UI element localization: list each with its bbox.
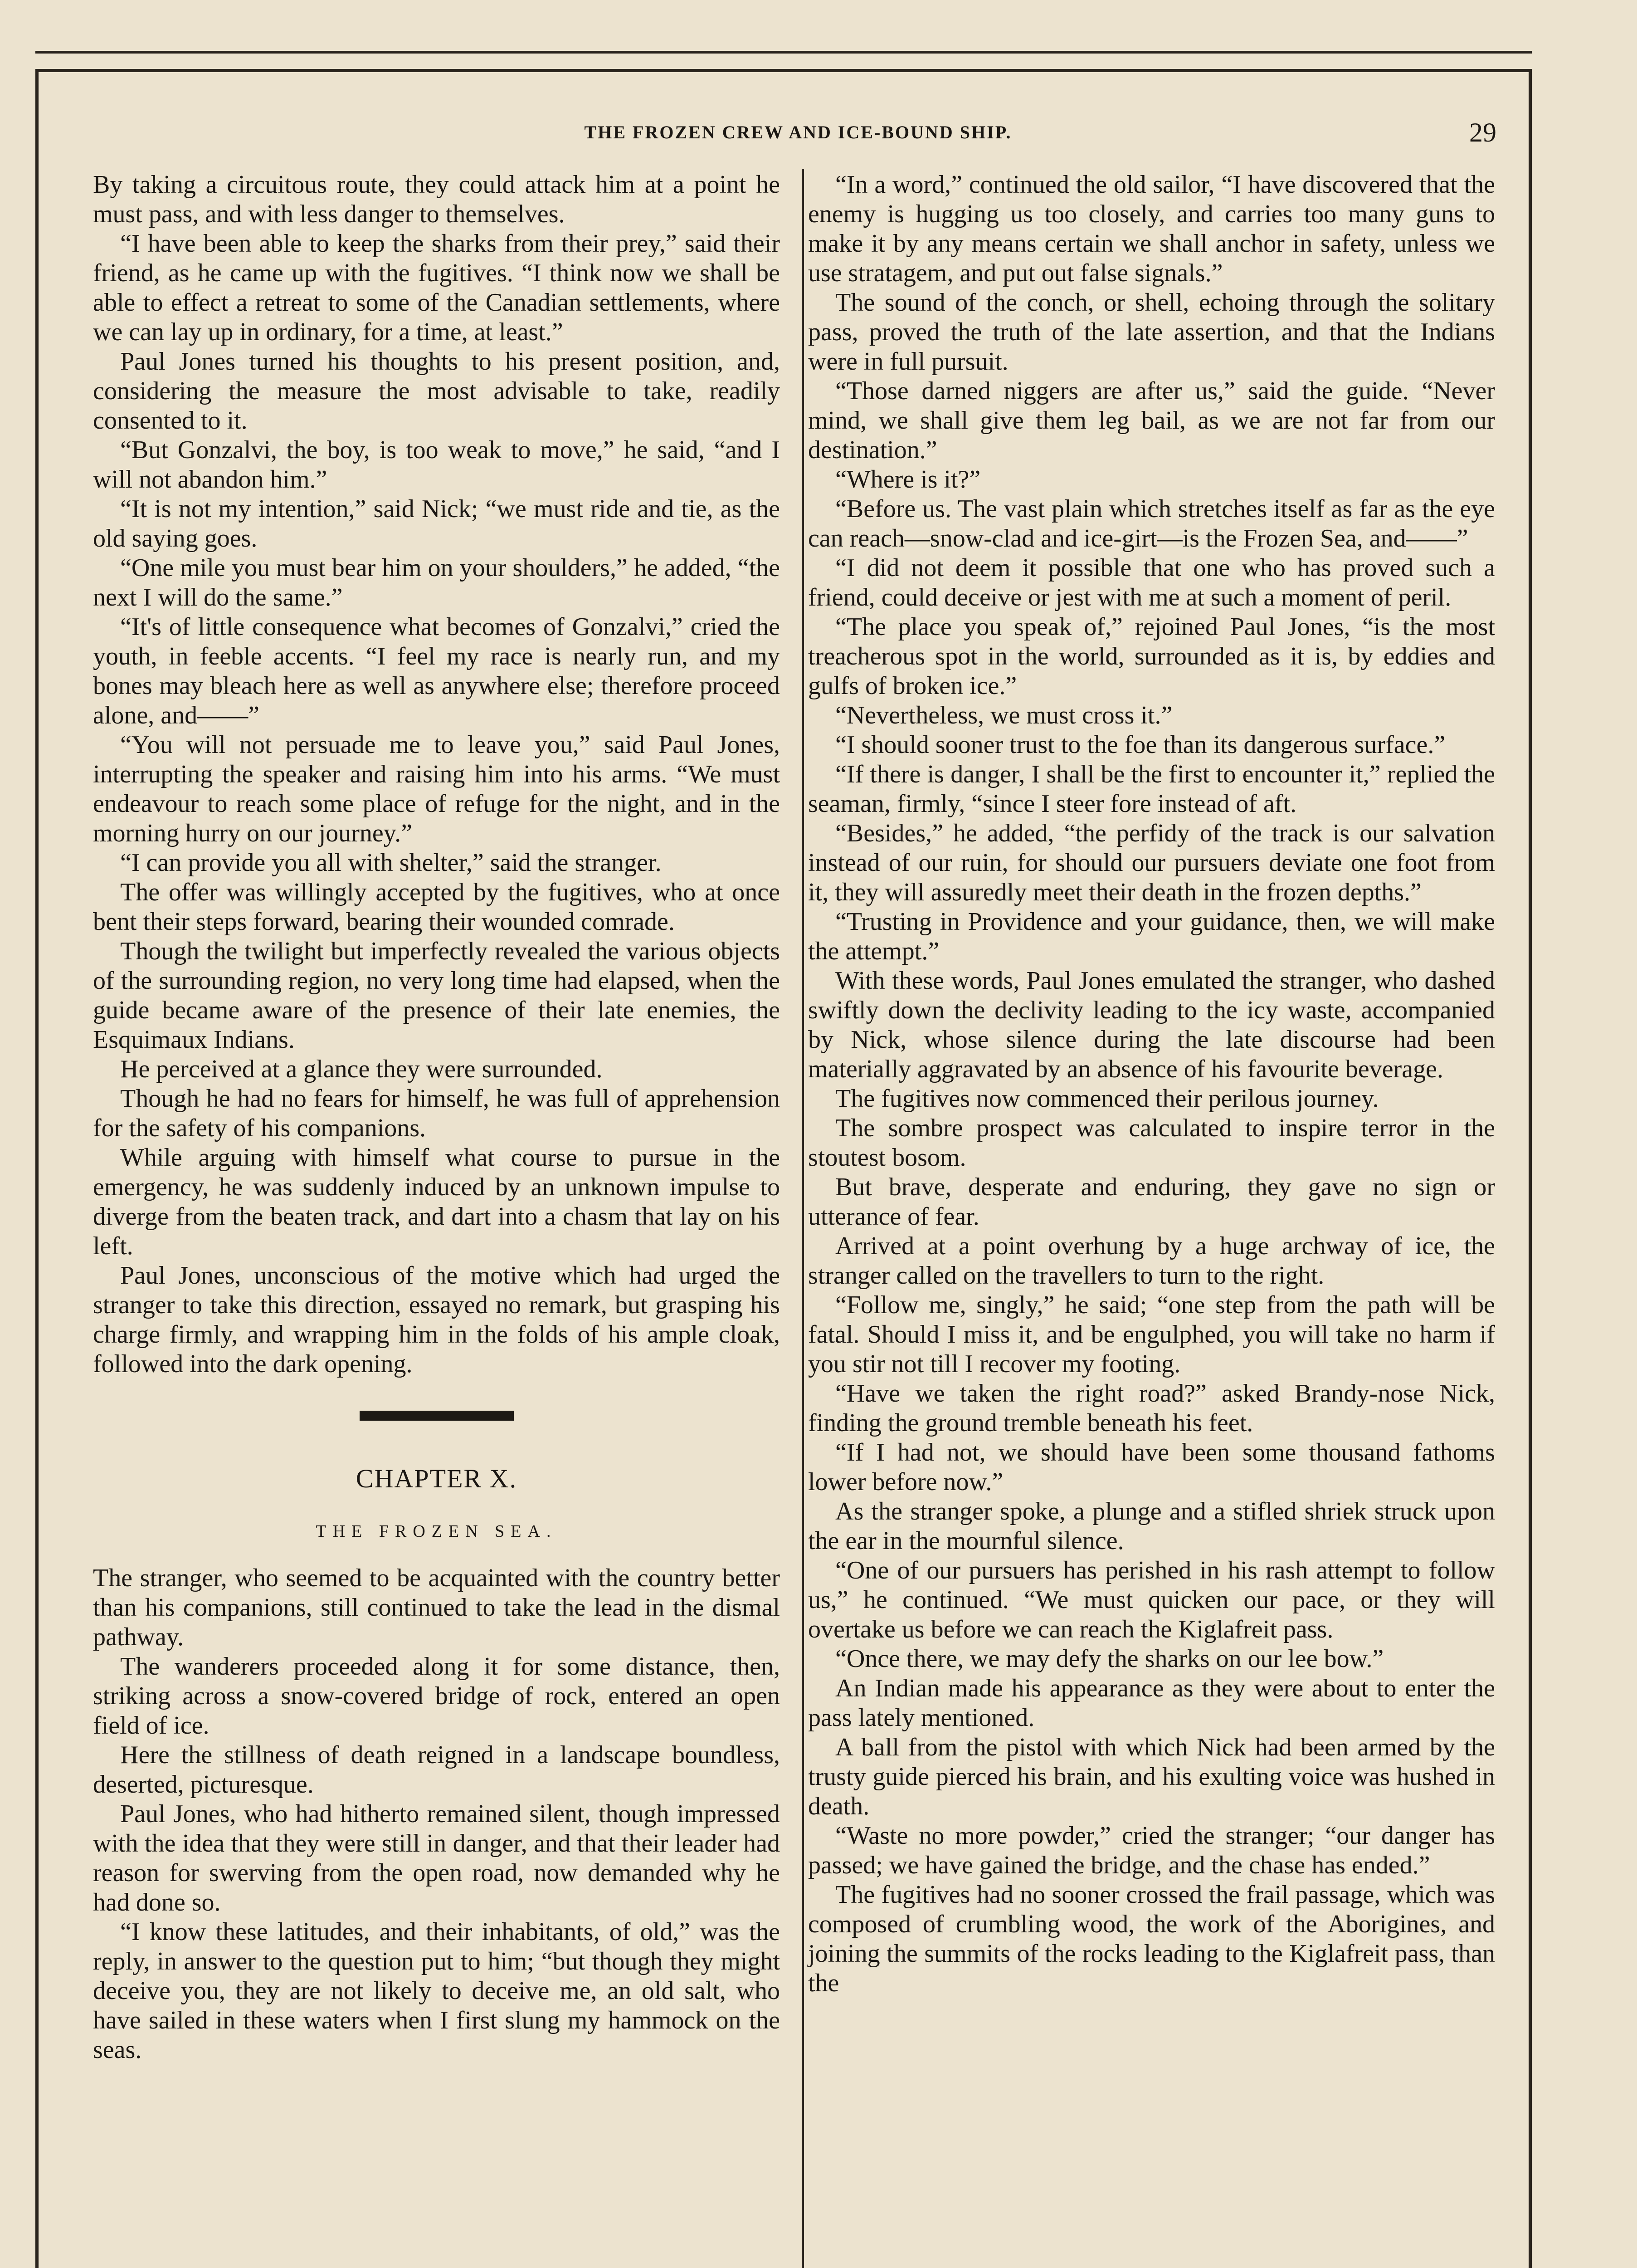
paragraph: “It is not my intention,” said Nick; “we must ride and tie, as the old saying goes. — [93, 495, 780, 552]
paragraph: “Have we taken the right road?” asked Brandy-nose Nick, finding the ground tremble beneath his feet. — [808, 1379, 1495, 1437]
paragraph: But brave, desperate and enduring, they gave no sign or utterance of fear. — [808, 1173, 1495, 1231]
paragraph: An Indian made his appearance as they were about to enter the pass lately mentioned. — [808, 1674, 1495, 1732]
chapter-heading: CHAPTER X. — [356, 1464, 517, 1493]
paragraph: “The place you speak of,” rejoined Paul Jones, “is the most treacherous spot in the world, surrounded as it is, by eddies and gulfs of broken ice.” — [808, 613, 1495, 700]
paragraph: As the stranger spoke, a plunge and a stifled shriek struck upon the ear in the mournful silence. — [808, 1497, 1495, 1555]
paragraph: “I know these latitudes, and their inhabitants, of old,” was the reply, in answer to the question put to him; “but though they might deceive you, they are not likely to deceive me, an old salt, who have sailed in these waters when I first slung my hammock on the seas. — [93, 1918, 780, 2064]
page-number: 29 — [1469, 117, 1496, 147]
paragraph: The wanderers proceeded along it for some distance, then, striking across a snow-covered bridge of rock, entered an open field of ice. — [93, 1652, 780, 1740]
paragraph: Though the twilight but imperfectly revealed the various objects of the surrounding region, no very long time had elapsed, when the guide became aware of the presence of their late enemies, the Esquimaux Indians. — [93, 937, 780, 1054]
chapter-divider-rule — [360, 1411, 514, 1421]
paragraph: “One mile you must bear him on your shoulders,” he added, “the next I will do the same.” — [93, 554, 780, 611]
paragraph: The sombre prospect was calculated to inspire terror in the stoutest bosom. — [808, 1114, 1495, 1172]
paragraph: “You will not persuade me to leave you,” said Paul Jones, interrupting the speaker and raising him into his arms. “We must endeavour to reach some place of refuge for the night, and in the morning hurry on our journey.” — [93, 731, 780, 847]
paragraph: The stranger, who seemed to be acquainted with the country better than his companions, still continued to take the lead in the dismal pathway. — [93, 1564, 780, 1651]
paragraph: “If I had not, we should have been some thousand fathoms lower before now.” — [808, 1438, 1495, 1496]
left-column-paragraphs — [93, 170, 780, 1379]
chapter-paragraphs — [93, 1564, 780, 2065]
paragraph: “Waste no more powder,” cried the stranger; “our danger has passed; we have gained the bridge, and the chase has ended.” — [808, 1822, 1495, 1879]
paragraph: “One of our pursuers has perished in his rash attempt to follow us,” he continued. “We must quicken our pace, or they will overtake us before we can reach the Kiglafreit pass. — [808, 1556, 1495, 1643]
chapter-block — [93, 1411, 780, 1546]
left-column — [93, 170, 780, 2065]
paragraph: “In a word,” continued the old sailor, “I have discovered that the enemy is hugging us too closely, and carries too many guns to make it by any means certain we shall anchor in safety, unless we use stratagem, and put out false signals.” — [808, 171, 1495, 287]
paragraph: “Before us. The vast plain which stretches itself as far as the eye can reach—snow-clad and ice-girt—is the Frozen Sea, and——” — [808, 495, 1495, 552]
paragraph: Arrived at a point overhung by a huge archway of ice, the stranger called on the travellers to turn to the right. — [808, 1232, 1495, 1290]
paragraph: Paul Jones, unconscious of the motive which had urged the stranger to take this direction, essayed no remark, but grasping his charge firmly, and wrapping him in the folds of his ample cloak, followed into the dark opening. — [93, 1261, 780, 1378]
paragraph: Here the stillness of death reigned in a landscape boundless, deserted, picturesque. — [93, 1741, 780, 1799]
paragraph: The fugitives had no sooner crossed the frail passage, which was composed of crumbling wood, the work of the Aborigines, and joining the summits of the rocks leading to the Kiglafreit pass, than the — [808, 1881, 1495, 1997]
paragraph: “Once there, we may defy the sharks on our lee bow.” — [835, 1645, 1384, 1673]
paragraph: “Follow me, singly,” he said; “one step from the path will be fatal. Should I miss it, and be engulphed, you will take no harm if you stir not till I recover my footing. — [808, 1291, 1495, 1378]
running-header — [100, 113, 1496, 150]
paragraph: The fugitives now commenced their perilous journey. — [835, 1085, 1379, 1113]
paragraph: The offer was willingly accepted by the fugitives, who at once bent their steps forward, bearing their wounded comrade. — [93, 878, 780, 936]
paragraph: While arguing with himself what course to pursue in the emergency, he was suddenly induced by an unknown impulse to diverge from the beaten track, and dart into a chasm that lay on his left. — [93, 1144, 780, 1260]
paragraph: By taking a circuitous route, they could attack him at a point he must pass, and with less danger to themselves. — [93, 171, 780, 228]
right-column-paragraphs — [808, 170, 1495, 1998]
right-column — [808, 170, 1495, 1998]
top-border-rule — [35, 51, 1532, 54]
paragraph: “Where is it?” — [835, 465, 981, 494]
paragraph: With these words, Paul Jones emulated the stranger, who dashed swiftly down the declivity leading to the icy waste, accompanied by Nick, whose silence during the late discourse had been materially aggravated by an absence of his favourite beverage. — [808, 967, 1495, 1083]
paragraph: Paul Jones, who had hitherto remained silent, though impressed with the idea that they were still in danger, and that their leader had reason for swerving from the open road, now demanded why he had done so. — [93, 1800, 780, 1916]
paragraph: Though he had no fears for himself, he was full of apprehension for the safety of his companions. — [93, 1085, 780, 1142]
running-title: THE FROZEN CREW AND ICE-BOUND SHIP. — [584, 122, 1012, 142]
paragraph: “It's of little consequence what becomes of Gonzalvi,” cried the youth, in feeble accents. “I feel my race is nearly run, and my bones may bleach here as well as anywhere else; therefore proceed alone, and——” — [93, 613, 780, 729]
paragraph: A ball from the pistol with which Nick had been armed by the trusty guide pierced his brain, and his exulting voice was hushed in death. — [808, 1733, 1495, 1820]
paragraph: “I did not deem it possible that one who has proved such a friend, could deceive or jest with me at such a moment of peril. — [808, 554, 1495, 611]
paragraph: Paul Jones turned his thoughts to his present position, and, considering the measure the most advisable to take, readily consented to it. — [93, 347, 780, 435]
chapter-subtitle: THE FROZEN SEA. — [316, 1522, 557, 1541]
paragraph: “Besides,” he added, “the perfidy of the track is our salvation instead of our ruin, for should our pursuers deviate one foot from it, they will assuredly meet their death in the frozen depths.” — [808, 819, 1495, 906]
paragraph: “But Gonzalvi, the boy, is too weak to move,” he said, “and I will not abandon him.” — [93, 436, 780, 494]
paragraph: “I have been able to keep the sharks from their prey,” said their friend, as he came up with the fugitives. “I think now we shall be able to effect a retreat to some of the Canadian settlements, where we can lay up in ordinary, for a time, at least.” — [93, 230, 780, 346]
paragraph: “Those darned niggers are after us,” said the guide. “Never mind, we shall give them leg bail, as we are not far from our destination.” — [808, 377, 1495, 464]
paragraph: “If there is danger, I shall be the first to encounter it,” replied the seaman, firmly, “since I steer fore instead of aft. — [808, 760, 1495, 818]
paragraph: “I should sooner trust to the foe than its dangerous surface.” — [835, 731, 1446, 759]
paragraph: He perceived at a glance they were surrounded. — [120, 1055, 603, 1083]
paragraph: “I can provide you all with shelter,” said the stranger. — [120, 849, 662, 877]
column-divider — [802, 169, 804, 2268]
paragraph: “Trusting in Providence and your guidance, then, we will make the attempt.” — [808, 908, 1495, 965]
paragraph: “Nevertheless, we must cross it.” — [835, 701, 1173, 729]
paragraph: The sound of the conch, or shell, echoing through the solitary pass, proved the truth of the late assertion, and that the Indians were in full pursuit. — [808, 288, 1495, 376]
